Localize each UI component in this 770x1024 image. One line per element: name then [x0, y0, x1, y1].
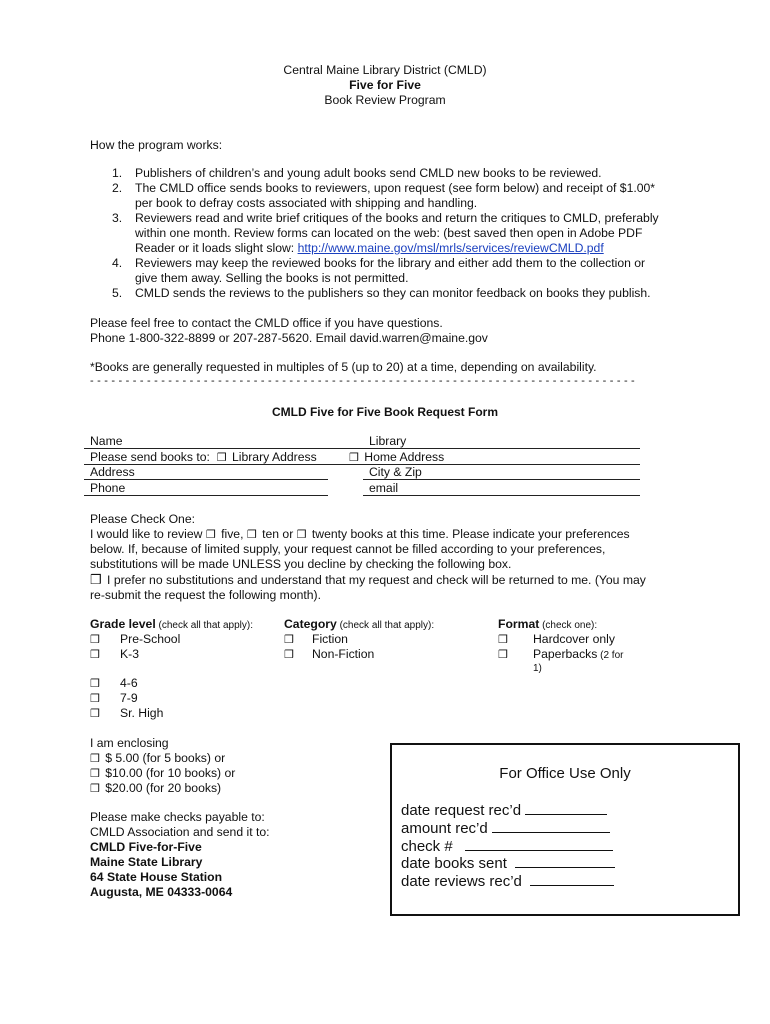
how-item — [90, 181, 710, 211]
grade-option-label: 7-9 — [120, 691, 138, 705]
how-item-text: Reviewers read and write brief critiques of the books and return the critiques to CMLD, preferably — [135, 211, 659, 225]
category-option — [284, 632, 348, 646]
check-title: Please Check One: — [90, 512, 196, 526]
grade-option — [90, 647, 139, 661]
category-option — [284, 647, 375, 661]
checkbox-icon[interactable]: ❒ — [90, 708, 100, 720]
phone-label: Phone — [90, 481, 126, 495]
grade-option-label: K-3 — [120, 647, 139, 661]
office-row-label: amount rec’d — [401, 820, 488, 837]
program-district-title: Central Maine Library District (CMLD) — [283, 63, 487, 77]
city-zip-label: City & Zip — [369, 465, 422, 479]
contact-line: Please feel free to contact the CMLD office if you have questions. — [90, 316, 443, 330]
payable-line: Please make checks payable to: — [90, 810, 265, 824]
office-row — [401, 838, 613, 855]
office-use-title: For Office Use Only — [499, 765, 631, 782]
checkbox-icon[interactable]: ❒ — [498, 649, 508, 661]
category-title: Category — [284, 617, 337, 631]
checkbox-icon[interactable]: ❒ — [349, 452, 359, 464]
rule-line — [84, 464, 640, 465]
format-option-label: Paperbacks — [533, 647, 598, 661]
enclose-option-label: $10.00 (for 10 books) or — [101, 766, 236, 780]
blank-line — [492, 820, 610, 833]
checkbox-icon[interactable]: ❒ — [296, 529, 307, 541]
availability-note: *Books are generally requested in multiples of 5 (up to 20) at a time, depending on availability. — [90, 360, 597, 374]
rule-line — [84, 448, 640, 449]
grade-title-row — [90, 617, 253, 631]
format-title-row — [498, 617, 597, 631]
no-substitution-row — [90, 572, 646, 588]
email-label: email — [369, 481, 399, 495]
enclose-option-label: $ 5.00 (for 5 books) or — [101, 751, 226, 765]
grade-option — [90, 691, 138, 705]
format-option — [498, 647, 624, 661]
option-five: five, — [217, 527, 247, 541]
cut-line: - - - - - - - - - - - - - - - - - - - - - - - - - - - - - - - - - - - - - - - - - - - - - - - - - - - - - - - - - - - - - - - - - - - - - - - - - - - - - — [90, 375, 635, 387]
checkbox-icon[interactable]: ❒ — [90, 678, 100, 690]
format-option-label-wrap — [533, 647, 623, 661]
how-item — [90, 286, 710, 301]
enclose-option — [90, 766, 235, 780]
category-title-row — [284, 617, 434, 631]
grade-option-label: 4-6 — [120, 676, 138, 690]
paperback-note: (2 for — [597, 650, 624, 661]
grade-option-label: Pre-School — [120, 632, 181, 646]
library-address-option: Library Address — [231, 450, 317, 464]
mailing-address-line: Maine State Library — [90, 855, 203, 869]
category-option-label: Non-Fiction — [312, 647, 375, 661]
mailing-address-line: CMLD Five-for-Five — [90, 840, 202, 854]
checkbox-icon[interactable]: ❒ — [205, 529, 216, 541]
checkbox-icon[interactable]: ❒ — [90, 693, 100, 705]
rule-line — [84, 479, 328, 480]
check-text: below. If, because of limited supply, your request cannot be filled according to your preferences, — [90, 542, 606, 556]
how-item-text — [135, 241, 710, 256]
how-title: How the program works: — [90, 138, 223, 152]
checkbox-icon[interactable]: ❒ — [216, 452, 227, 464]
blank-line — [515, 855, 615, 868]
how-item-number: 5. — [112, 286, 123, 300]
checkbox-icon[interactable]: ❒ — [90, 783, 100, 795]
office-row-label: check # — [401, 838, 453, 855]
enclose-option-label: $20.00 (for 20 books) — [101, 781, 222, 795]
program-name: Five for Five — [349, 78, 421, 92]
blank-line — [530, 873, 614, 886]
how-item — [90, 211, 710, 256]
home-address-row — [349, 450, 444, 464]
how-item — [90, 256, 710, 286]
office-row-label: date books sent — [401, 855, 507, 872]
how-item-text: The CMLD office sends books to reviewers, upon request (see form below) and receipt of $1.00* — [135, 181, 656, 195]
mailing-address-line: 64 State House Station — [90, 870, 223, 884]
check-text: I would like to review — [90, 527, 206, 541]
review-forms-link[interactable]: http://www.maine.gov/msl/mrls/services/reviewCMLD.pdf — [297, 241, 604, 255]
grade-option-label: Sr. High — [120, 706, 164, 720]
rule-line — [363, 495, 640, 496]
how-item-text: CMLD sends the reviews to the publishers so they can monitor feedback on books they publish. — [135, 286, 651, 300]
office-row — [401, 855, 615, 872]
blank-line — [525, 802, 607, 815]
format-title: Format — [498, 617, 540, 631]
paperback-note: 1) — [533, 663, 542, 674]
option-twenty: twenty books at this time. Please indicate your preferences — [308, 527, 630, 541]
send-to-row — [90, 450, 317, 464]
how-item-text: within one month. Review forms can located on the web: (best saved then open in Adobe PDF — [135, 226, 643, 240]
how-list — [90, 166, 710, 301]
checkbox-icon[interactable]: ❒ — [90, 572, 102, 587]
check-quantity-row — [90, 527, 630, 541]
grade-option — [90, 706, 164, 720]
grade-option — [90, 632, 181, 646]
home-address-option: Home Address — [364, 450, 445, 464]
check-text: substitutions will be made UNLESS you decline by checking the following box. — [90, 557, 512, 571]
grade-hint: (check all that apply): — [155, 620, 253, 631]
office-row — [401, 802, 607, 819]
category-hint: (check all that apply): — [336, 620, 435, 631]
office-use-box — [390, 743, 740, 916]
name-label: Name — [90, 434, 123, 448]
checkbox-icon[interactable]: ❒ — [284, 649, 294, 661]
office-row-label: date reviews rec’d — [401, 873, 522, 890]
enclose-option — [90, 751, 225, 765]
enclose-title: I am enclosing — [90, 736, 169, 750]
format-hint: (check one): — [539, 620, 598, 631]
checkbox-icon[interactable]: ❒ — [90, 649, 100, 661]
how-item-number: 1. — [112, 166, 123, 180]
program-subtitle: Book Review Program — [324, 93, 446, 107]
how-item-text: give them away. Selling the books is not permitted. — [135, 271, 409, 285]
address-label: Address — [90, 465, 135, 479]
checkbox-icon[interactable]: ❒ — [246, 529, 257, 541]
office-row — [401, 873, 614, 890]
format-option-label: Hardcover only — [533, 632, 615, 646]
grade-title: Grade level — [90, 617, 156, 631]
blank-line — [465, 838, 613, 851]
payable-line: CMLD Association and send it to: — [90, 825, 270, 839]
office-row-label: date request rec’d — [401, 802, 522, 819]
how-item-number: 2. — [112, 181, 123, 195]
contact-phone-email: Phone 1-800-322-8899 or 207-287-5620. Email david.warren@maine.gov — [90, 331, 488, 345]
send-to-label: Please send books to: — [90, 450, 210, 464]
format-option — [498, 632, 615, 646]
how-item-text: Publishers of children’s and young adult books send CMLD new books to be reviewed. — [135, 166, 602, 180]
checkbox-icon[interactable]: ❒ — [90, 753, 100, 765]
how-item-text: Reviewers may keep the reviewed books for the library and either add them to the collection or — [135, 256, 646, 270]
how-item-text-part: Reader or it loads slight slow: — [135, 241, 298, 255]
rule-line — [363, 479, 640, 480]
rule-line — [84, 495, 328, 496]
library-label: Library — [369, 434, 407, 448]
mailing-address-line: Augusta, ME 04333-0064 — [90, 885, 233, 899]
option-ten: ten or — [258, 527, 297, 541]
enclose-option — [90, 781, 221, 795]
grade-option — [90, 676, 138, 690]
how-item-number: 4. — [112, 256, 123, 270]
checkbox-icon[interactable]: ❒ — [90, 768, 100, 780]
category-option-label: Fiction — [312, 632, 348, 646]
checkbox-icon[interactable]: ❒ — [498, 634, 508, 646]
no-substitution-text: I prefer no substitutions and understand that my request and check will be returned to me. (You may — [103, 573, 646, 587]
office-row — [401, 820, 610, 837]
checkbox-icon[interactable]: ❒ — [284, 634, 294, 646]
form-title: CMLD Five for Five Book Request Form — [271, 405, 499, 419]
how-item-text: per book to defray costs associated with shipping and handling. — [135, 196, 478, 210]
how-item-number: 3. — [112, 211, 123, 225]
check-text: re-submit the request the following month). — [90, 588, 321, 602]
how-item — [90, 166, 710, 181]
checkbox-icon[interactable]: ❒ — [90, 634, 100, 646]
